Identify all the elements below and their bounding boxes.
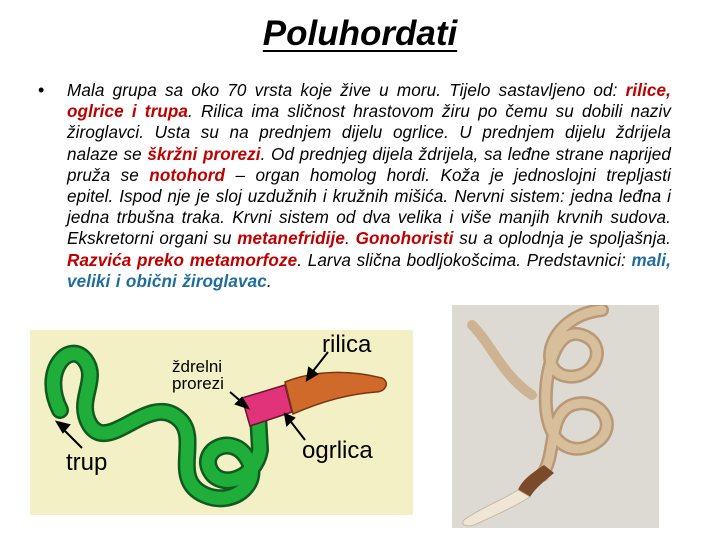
proboscis-shape (285, 372, 386, 414)
highlight-metanephridia: metanefridije (237, 229, 345, 249)
label-rilica: rilica (322, 331, 372, 358)
text-segment: su a oplodnja je spoljašnja. (453, 229, 671, 249)
bullet-marker: • (38, 80, 45, 100)
text-segment: . (344, 229, 356, 249)
diagram-svg (30, 330, 413, 515)
highlight-gill-slits: škržni prorezi (147, 144, 261, 164)
highlight-representatives: mali, veliki i obični žiroglavac (67, 250, 671, 291)
worm-trunk-shape (53, 354, 262, 499)
label-prorezi: prorezi (172, 374, 224, 393)
label-zdrelni: ždrelni (172, 357, 223, 376)
collar-shape (242, 385, 292, 426)
slide-title: Poluhordati (262, 14, 458, 53)
body-paragraph (67, 80, 671, 292)
text-segment: – organ homolog hordi. Koža je jednoslojni trepljasti epitel. Ispod nje je sloj uzdužnih i kružnih mišića. Nervni sistem: jedna leđna i jedna trbušna traka. Krvni sistem od dva velika i više manjih krvnih sudova. Ekskretorni organi su (67, 165, 671, 249)
highlight-metamorphosis: Razvića preko metamorfoze (67, 250, 298, 270)
highlight-gonochorists: Gonohoristi (355, 229, 454, 249)
label-trup: trup (66, 449, 108, 476)
highlight-body-parts: rilice, oglrice i trupa (67, 81, 671, 122)
text-segment: . Od prednjeg dijela ždrijela, sa leđne strane naprijed pruža se (67, 144, 671, 185)
text-segment: Mala grupa sa oko 70 vrsta koje žive u moru. Tijelo sastavljeno od: (67, 81, 626, 100)
text-segment: . (266, 271, 272, 291)
acorn-worm-diagram (30, 330, 413, 515)
text-segment: . Larva slična bodljokošcima. Predstavnici: (297, 250, 632, 270)
highlight-notochord: notohord (149, 165, 226, 185)
acorn-worm-photo (452, 305, 659, 528)
photo-svg (452, 305, 659, 528)
label-ogrlica: ogrlica (302, 437, 373, 464)
text-segment: . Rilica ima sličnost hrastovom žiru po čemu su dobili naziv žiroglavci. Usta su na prednjem dijelu ogrlice. U prednjem dijelu ždrijela nalaze se (67, 102, 672, 164)
